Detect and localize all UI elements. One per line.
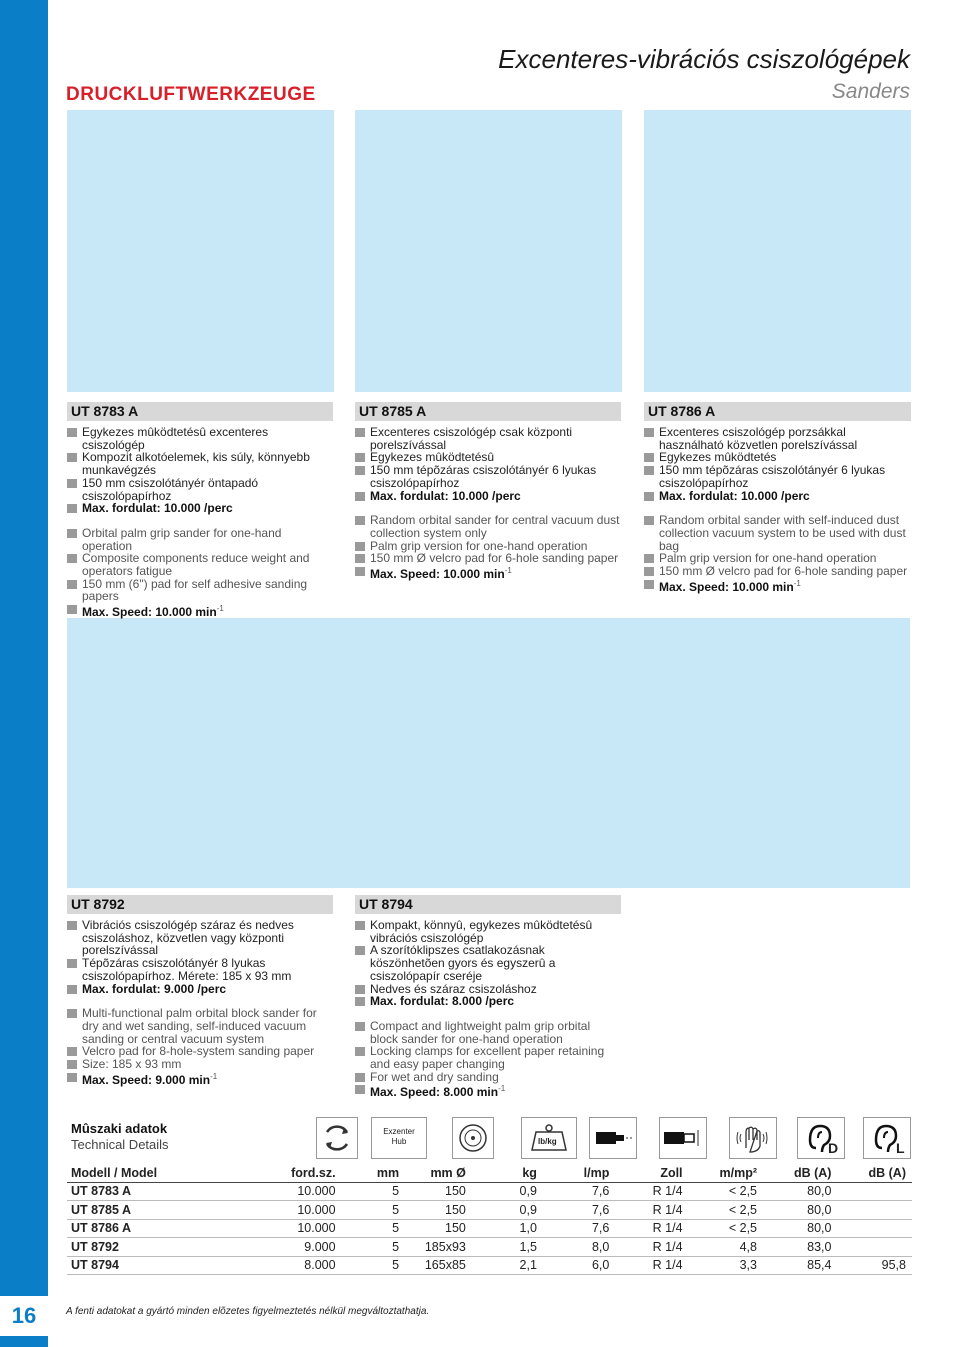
table-cell: 9.000 [258,1238,342,1257]
product-model: UT 8786 A [644,402,911,421]
spec-hu: 150 mm csiszolótányér öntapadó csiszolópapírhoz [67,477,333,502]
page-subtitle: Sanders [831,80,910,103]
table-cell: R 1/4 [615,1238,688,1257]
table-header-row [67,1164,912,1182]
spec-hu: Tépõzáras csiszolótányér 8 lyukas csiszolópapírhoz. Mérete: 185 x 93 mm [67,957,333,982]
spec-en: For wet and dry sanding [355,1071,621,1084]
air-consumption-icon [589,1117,637,1159]
product-card-ut8785a [355,402,621,581]
table-cell: 6,0 [543,1256,615,1275]
table-cell: 10.000 [258,1182,342,1201]
spec-en-speed: Max. Speed: 10.000 $\min^{-1}$ [355,565,621,581]
spec-hu: 150 mm tépõzáras csiszolótányér 6 lyukas csiszolópapírhoz [355,464,621,489]
table-row [67,1238,912,1257]
table-cell: 80,0 [763,1182,837,1201]
table-cell: 7,6 [543,1219,615,1238]
table-cell: 85,4 [763,1256,837,1275]
table-cell: UT 8792 [67,1238,258,1257]
table-cell: 7,6 [543,1182,615,1201]
air-inlet-icon [659,1117,707,1159]
vibration-icon [729,1117,777,1159]
spec-hu-speed: Max. fordulat: 10.000 /perc [67,502,333,515]
table-cell [837,1219,912,1238]
spec-hu: Kompakt, könnyû, egykezes mûködtetésû vibrációs csiszológép [355,919,621,944]
spec-en-speed: Max. Speed: 10.000 $\min^{-1}$ [644,578,911,594]
noise-pressure-icon: D [797,1117,845,1159]
spec-en: Size: 185 x 93 mm [67,1058,333,1071]
pad-diameter-icon [452,1117,494,1159]
table-cell: < 2,5 [689,1219,763,1238]
product-model: UT 8785 A [355,402,621,421]
brand-label: DRUCKLUFTWERKZEUGE [66,84,316,105]
table-cell: 150 [405,1201,472,1220]
spec-hu: Vibrációs csiszológép száraz és nedves csiszoláshoz, közvetlen vagy központi porelszívással [67,919,333,957]
table-cell: 10.000 [258,1201,342,1220]
table-cell: 5 [342,1182,406,1201]
product-card-ut8783a [67,402,333,619]
spec-en: Random orbital sander with self-induced dust collection vacuum system to be used with dust bag [644,514,911,552]
spec-en: Velcro pad for 8-hole-system sanding paper [67,1045,333,1058]
table-cell: 3,3 [689,1256,763,1275]
spec-en-speed: Max. Speed: 10.000 $\min^{-1}$ [67,603,333,619]
table-cell: 8.000 [258,1256,342,1275]
spec-hu-speed: Max. fordulat: 8.000 /perc [355,995,621,1008]
spec-en: 150 mm (6") pad for self adhesive sanding papers [67,578,333,603]
table-cell: UT 8783 A [67,1182,258,1201]
spec-en: Palm grip version for one-hand operation [644,552,911,565]
product-model: UT 8792 [67,895,333,914]
spec-hu: Excenteres csiszológép csak központi porelszívással [355,426,621,451]
spec-en: Composite components reduce weight and operators fatigue [67,552,333,577]
spec-en: Compact and lightweight palm grip orbital block sander for one-hand operation [355,1020,621,1045]
spec-en: 150 mm Ø velcro pad for 6-hole sanding paper [355,552,621,565]
spec-hu: Nedves és száraz csiszoláshoz [355,983,621,996]
product-model: UT 8794 [355,895,621,914]
table-cell: 95,8 [837,1256,912,1275]
table-row [67,1219,912,1238]
column-header: ford.sz. [258,1164,342,1182]
table-cell: UT 8785 A [67,1201,258,1220]
table-cell: 0,9 [472,1182,543,1201]
table-cell: 1,5 [472,1238,543,1257]
table-cell: 5 [342,1201,406,1220]
spec-hu-speed: Max. fordulat: 9.000 /perc [67,983,333,996]
column-header: dB (A) [837,1164,912,1182]
table-cell [837,1201,912,1220]
table-cell: 5 [342,1238,406,1257]
table-cell: 10.000 [258,1219,342,1238]
table-row [67,1256,912,1275]
table-cell: 4,8 [689,1238,763,1257]
table-cell: 150 [405,1182,472,1201]
spec-en-speed: Max. Speed: 8.000 $\min^{-1}$ [355,1083,621,1099]
spec-hu: 150 mm tépõzáras csiszolótányér 6 lyukas csiszolópapírhoz [644,464,911,489]
table-cell: 0,9 [472,1201,543,1220]
column-header: mm Ø [405,1164,472,1182]
spec-en: 150 mm Ø velcro pad for 6-hole sanding paper [644,565,911,578]
table-cell: 2,1 [472,1256,543,1275]
product-photo-ut8786a [644,110,911,392]
table-cell [837,1182,912,1201]
product-photo-ut8792-ut8794 [67,618,910,888]
product-photo-ut8785a [355,110,622,392]
table-cell: 5 [342,1256,406,1275]
spec-hu: A szorítóklipszes csatlakozásnak köszönhetõen gyors és egyszerû a csiszolópapír cseréje [355,944,621,982]
weight-icon: lb/kg [521,1117,577,1159]
product-photo-ut8783a [67,110,334,392]
technical-details-table [67,1164,912,1275]
table-cell: < 2,5 [689,1201,763,1220]
noise-power-icon: L [863,1117,911,1159]
column-header: l/mp [543,1164,615,1182]
table-cell: 83,0 [763,1238,837,1257]
table-cell: 1,0 [472,1219,543,1238]
column-header: m/mp² [689,1164,763,1182]
table-row [67,1201,912,1220]
side-color-bar [0,0,48,1347]
table-cell: R 1/4 [615,1201,688,1220]
column-header: Modell / Model [67,1164,258,1182]
table-cell [837,1238,912,1257]
table-cell: R 1/4 [615,1219,688,1238]
column-header: Zoll [615,1164,688,1182]
product-card-ut8792 [67,895,333,1086]
table-cell: 80,0 [763,1201,837,1220]
tech-heading-en: Technical Details [71,1137,169,1152]
column-header: dB (A) [763,1164,837,1182]
table-cell: 7,6 [543,1201,615,1220]
table-cell: 150 [405,1219,472,1238]
tech-heading-hu: Mûszaki adatok [71,1121,168,1136]
spec-en: Multi-functional palm orbital block sander for dry and wet sanding, self-induced vacuum sanding or central vacuum system [67,1007,333,1045]
table-cell: 5 [342,1219,406,1238]
page-number: 16 [0,1296,48,1336]
product-card-ut8786a [644,402,911,593]
column-header: kg [472,1164,543,1182]
product-card-ut8794 [355,895,621,1099]
spec-en: Random orbital sander for central vacuum dust collection system only [355,514,621,539]
spec-en: Palm grip version for one-hand operation [355,540,621,553]
product-model: UT 8783 A [67,402,333,421]
table-cell: < 2,5 [689,1182,763,1201]
spec-hu-speed: Max. fordulat: 10.000 /perc [644,490,911,503]
spec-en: Locking clamps for excellent paper retaining and easy paper changing [355,1045,621,1070]
column-header: mm [342,1164,406,1182]
spec-en: Orbital palm grip sander for one-hand operation [67,527,333,552]
table-cell: 185x93 [405,1238,472,1257]
table-cell: UT 8794 [67,1256,258,1275]
table-cell: 8,0 [543,1238,615,1257]
table-cell: UT 8786 A [67,1219,258,1238]
table-row [67,1182,912,1201]
table-cell: 80,0 [763,1219,837,1238]
spec-en-speed: Max. Speed: 9.000 $\min^{-1}$ [67,1071,333,1087]
spec-hu: Egykezes mûködtetés [644,451,911,464]
spec-hu: Egykezes mûködtetésû [355,451,621,464]
excenter-hub-icon: Exzenter Hub [371,1117,427,1159]
page-title: Excenteres-vibrációs csiszológépek [498,44,910,74]
spec-hu-speed: Max. fordulat: 10.000 /perc [355,490,621,503]
spec-hu: Excenteres csiszológép porzsákkal használható közvetlen porelszívással [644,426,911,451]
table-cell: 165x85 [405,1256,472,1275]
spec-hu: Kompozit alkotóelemek, kis súly, könnyebb munkavégzés [67,451,333,476]
table-cell: R 1/4 [615,1182,688,1201]
rotation-icon [316,1117,358,1159]
spec-hu: Egykezes mûködtetésû excenteres csiszológép [67,426,333,451]
table-cell: R 1/4 [615,1256,688,1275]
footnote: A fenti adatokat a gyártó minden elõzetes figyelmeztetés nélkül megváltoztathatja. [66,1306,430,1317]
